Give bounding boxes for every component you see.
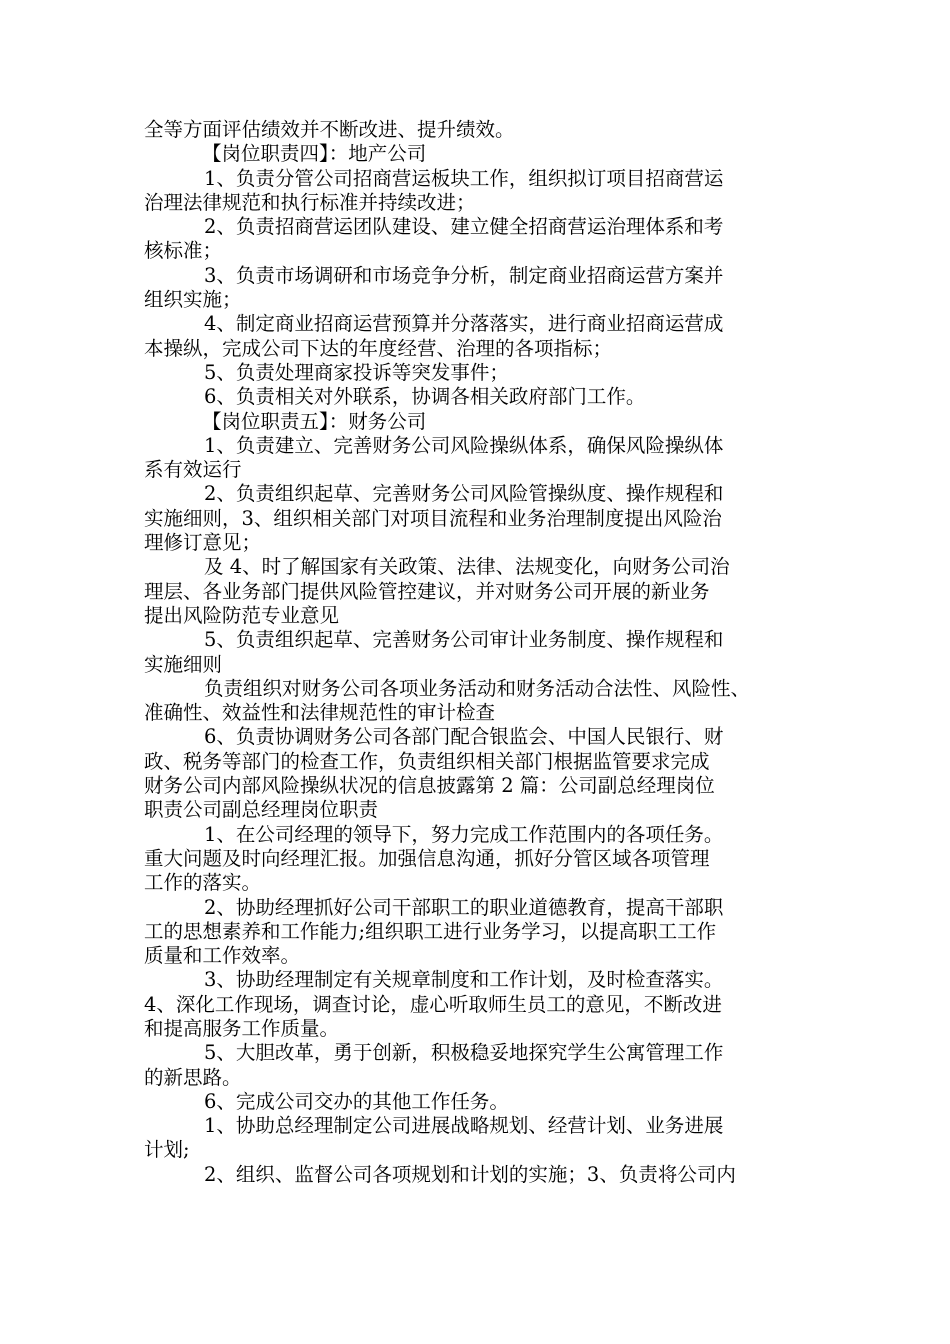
text-line: 计划; [144, 1138, 190, 1162]
text-line: 5、负责组织起草、完善财务公司审计业务制度、操作规程和 [204, 628, 724, 652]
text-line: 2、负责招商营运团队建设、建立健全招商营运治理体系和考 [204, 215, 724, 239]
text-line: 及 4、时了解国家有关政策、法律、法规变化，向财务公司治 [204, 555, 730, 579]
text-line: 2、组织、监督公司各项规划和计划的实施；3、负责将公司内 [204, 1162, 736, 1186]
text-line: 提出风险防范专业意见 [144, 603, 340, 627]
text-line: 2、协助经理抓好公司干部职工的职业道德教育，提高干部职 [204, 895, 724, 919]
text-line: 职责公司副总经理岗位职责 [144, 798, 379, 822]
text-line: 工作的落实。 [144, 871, 262, 895]
text-line: 工的思想素养和工作能力;组织职工进行业务学习，以提高职工工作 [144, 919, 717, 943]
text-line: 准确性、效益性和法律规范性的审计检查 [144, 701, 496, 725]
text-line: 4、制定商业招商运营预算并分落落实，进行商业招商运营成 [204, 312, 724, 336]
text-line: 负责组织对财务公司各项业务活动和财务活动合法性、风险性、 [204, 676, 751, 700]
text-line: 理修订意见； [144, 531, 262, 555]
text-line: 【岗位职责四】：地产公司 [202, 142, 427, 166]
text-line: 【岗位职责五】：财务公司 [202, 409, 427, 433]
text-line: 4、深化工作现场，调查讨论，虚心听取师生员工的意见，不断改进 [144, 992, 722, 1016]
text-line: 本操纵，完成公司下达的年度经营、治理的各项指标； [144, 336, 613, 360]
text-line: 3、负责市场调研和市场竞争分析，制定商业招商运营方案并 [204, 263, 724, 287]
text-line: 3、协助经理制定有关规章制度和工作计划，及时检查落实。 [204, 968, 724, 992]
text-line: 财务公司内部风险操纵状况的信息披露第 2 篇：公司副总经理岗位 [144, 774, 715, 798]
text-line: 质量和工作效率。 [144, 944, 301, 968]
text-line: 6、完成公司交办的其他工作任务。 [204, 1089, 509, 1113]
text-line: 1、协助总经理制定公司进展战略规划、经营计划、业务进展 [204, 1114, 724, 1138]
text-line: 组织实施； [144, 288, 242, 312]
text-line: 1、负责建立、完善财务公司风险操纵体系，确保风险操纵体 [204, 433, 724, 457]
text-line: 6、负责相关对外联系，协调各相关政府部门工作。 [204, 385, 646, 409]
text-line: 实施细则 [144, 652, 223, 676]
text-line: 重大问题及时向经理汇报。加强信息沟通，抓好分管区域各项管理 [144, 846, 710, 870]
text-line: 全等方面评估绩效并不断改进、提升绩效。 [144, 118, 515, 141]
text-line: 1、负责分管公司招商营运板块工作，组织拟订项目招商营运 [204, 166, 724, 190]
text-line: 政、税务等部门的检查工作，负责组织相关部门根据监管要求完成 [144, 749, 710, 773]
text-line: 治理法律规范和执行标准并持续改进； [144, 190, 476, 214]
document-body [144, 118, 824, 1187]
text-line: 5、负责处理商家投诉等突发事件； [204, 360, 509, 384]
text-line: 理层、各业务部门提供风险管控建议，并对财务公司开展的新业务 [144, 579, 710, 603]
text-line: 2、负责组织起草、完善财务公司风险管操纵度、操作规程和 [204, 482, 724, 506]
text-line: 实施细则，3、组织相关部门对项目流程和业务治理制度提出风险治 [144, 506, 722, 530]
text-line: 的新思路。 [144, 1065, 242, 1089]
text-line: 和提高服务工作质量。 [144, 1016, 340, 1040]
text-line: 核标准； [144, 239, 223, 263]
text-line: 1、在公司经理的领导下，努力完成工作范围内的各项任务。 [204, 822, 724, 846]
text-line: 系有效运行 [144, 458, 242, 482]
text-line: 6、负责协调财务公司各部门配合银监会、中国人民银行、财 [204, 725, 724, 749]
text-line: 5、大胆改革，勇于创新，积极稳妥地探究学生公寓管理工作 [204, 1041, 724, 1065]
